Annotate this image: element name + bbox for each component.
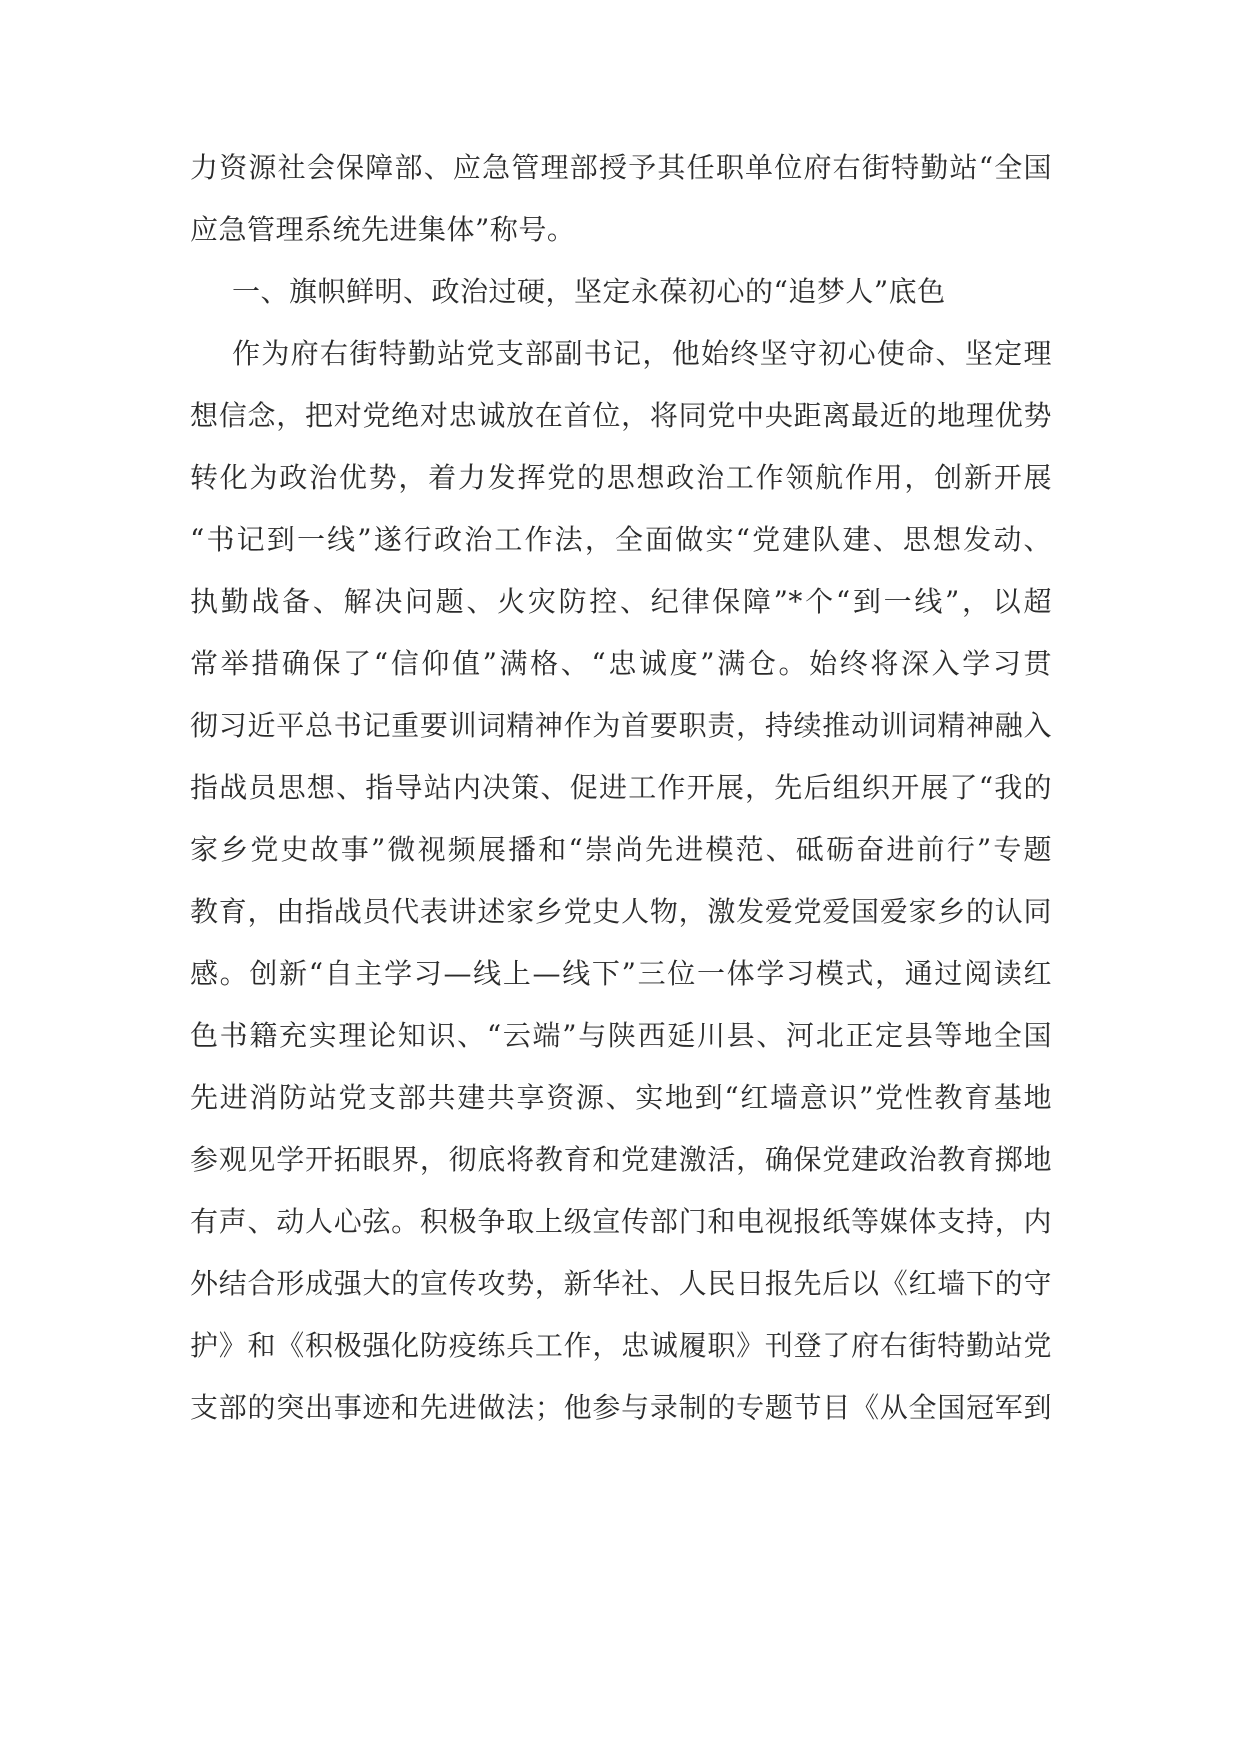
paragraph-line: 想信念，把对党绝对忠诚放在首位，将同党中央距离最近的地理优势 xyxy=(190,399,1052,432)
paragraph-line: 支部的突出事迹和先进做法；他参与录制的专题节目《从全国冠军到 xyxy=(190,1391,1052,1424)
paragraph-line: “书记到一线”遂行政治工作法，全面做实“党建队建、思想发动、 xyxy=(190,523,1052,556)
paragraph-line: 家乡党史故事”微视频展播和“崇尚先进模范、砥砺奋进前行”专题 xyxy=(190,833,1052,866)
paragraph-line: 参观见学开拓眼界，彻底将教育和党建激活，确保党建政治教育掷地 xyxy=(190,1143,1052,1176)
paragraph-line: 彻习近平总书记重要训词精神作为首要职责，持续推动训词精神融入 xyxy=(190,709,1052,742)
paragraph-line: 护》和《积极强化防疫练兵工作，忠诚履职》刊登了府右街特勤站党 xyxy=(190,1329,1052,1362)
paragraph-line: 教育，由指战员代表讲述家乡党史人物，激发爱党爱国爱家乡的认同 xyxy=(190,895,1052,928)
paragraph-line: 应急管理系统先进集体”称号。 xyxy=(190,213,576,246)
section-heading: 一、旗帜鲜明、政治过硬，坚定永葆初心的“追梦人”底色 xyxy=(232,275,946,308)
paragraph-line: 转化为政治优势，着力发挥党的思想政治工作领航作用，创新开展 xyxy=(190,461,1052,494)
paragraph-line: 执勤战备、解决问题、火灾防控、纪律保障”*个“到一线”，以超 xyxy=(190,585,1052,618)
paragraph-line: 作为府右街特勤站党支部副书记，他始终坚守初心使命、坚定理 xyxy=(232,337,1052,370)
paragraph-line: 外结合形成强大的宣传攻势，新华社、人民日报先后以《红墙下的守 xyxy=(190,1267,1052,1300)
paragraph-line: 力资源社会保障部、应急管理部授予其任职单位府右街特勤站“全国 xyxy=(190,151,1052,184)
paragraph-line: 先进消防站党支部共建共享资源、实地到“红墙意识”党性教育基地 xyxy=(190,1081,1052,1114)
paragraph-line: 色书籍充实理论知识、“云端”与陕西延川县、河北正定县等地全国 xyxy=(190,1019,1052,1052)
paragraph-line: 感。创新“自主学习—线上—线下”三位一体学习模式，通过阅读红 xyxy=(190,957,1052,990)
paragraph-line: 指战员思想、指导站内决策、促进工作开展，先后组织开展了“我的 xyxy=(190,771,1052,804)
paragraph-line: 常举措确保了“信仰值”满格、“忠诚度”满仓。始终将深入学习贯 xyxy=(190,647,1052,680)
paragraph-line: 有声、动人心弦。积极争取上级宣传部门和电视报纸等媒体支持，内 xyxy=(190,1205,1052,1238)
